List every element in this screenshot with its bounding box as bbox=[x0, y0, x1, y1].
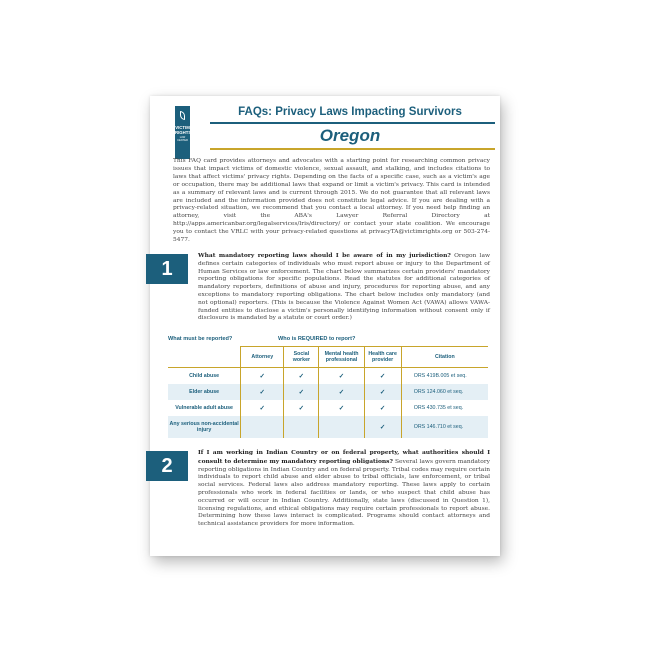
vrlc-logo bbox=[175, 106, 190, 159]
check-icon: ✓ bbox=[319, 384, 364, 400]
check-icon: ✓ bbox=[241, 400, 284, 416]
table-header-row bbox=[168, 347, 488, 368]
check-icon: ✓ bbox=[364, 384, 401, 400]
check-icon: ✓ bbox=[284, 384, 319, 400]
question-1-text bbox=[198, 252, 490, 323]
leaf-icon bbox=[180, 111, 185, 120]
page-title: FAQs: Privacy Laws Impacting Survivors bbox=[238, 106, 462, 118]
check-icon: ✓ bbox=[319, 400, 364, 416]
check-icon: ✓ bbox=[364, 400, 401, 416]
check-icon: ✓ bbox=[319, 368, 364, 385]
row-citation: ORS 124.060 et seq. bbox=[401, 384, 488, 400]
col-health-care: Health care provider bbox=[364, 347, 401, 368]
question-1-answer: Oregon law defines certain categories of individuals who must report abuse or injury to the Department of Human Services or law enforcement. The chart below summarizes certain providers' mandatory reporting obligations for specific populations. Read the statutes for additional categories of mandatory reporters, definitions of abuse and injury, procedures for reporting abuse, and any exceptions to mandatory reporting obligations. The chart below includes only mandatory (and not optional) reporters. (This is because the Violence Against Women Act (VAWA) allows VAWA-funded entities to disclose a victim's personally identifying information without consent only if disclosure is mandated by a statute or court order.) bbox=[198, 253, 490, 322]
state-title: Oregon bbox=[319, 126, 381, 145]
table-row bbox=[168, 416, 488, 438]
check-icon: ✓ bbox=[364, 416, 401, 438]
question-2-text bbox=[198, 449, 490, 529]
empty-cell bbox=[284, 416, 319, 438]
empty-cell bbox=[319, 416, 364, 438]
table-row bbox=[168, 400, 488, 416]
faq-card-page bbox=[150, 96, 500, 556]
mandatory-reporting-table bbox=[168, 346, 488, 438]
check-icon: ✓ bbox=[364, 368, 401, 385]
state-rule bbox=[210, 148, 495, 150]
table-header-blank bbox=[168, 347, 241, 368]
check-icon: ✓ bbox=[284, 400, 319, 416]
table-row bbox=[168, 368, 488, 385]
question-2-answer: Several laws govern mandatory reporting obligations in Indian Country and on federal property. Tribal codes may require certain individuals to report child abuse and elder abuse to tribal officials, law enforcement, or tribal social services. Federal laws also address mandatory reporting. These laws apply to certain professionals who work in federal facilities or lands, or who suspect that child abuse has occurred or will occur in Indian Country. Additionally, state laws (discussed in Question 1), licensing regulations, and ethical obligations may require certain professionals to report abuse. Determining how these laws interact is complicated. Programs should contact attorneys and technical assistance providers for more information. bbox=[198, 458, 490, 528]
check-icon: ✓ bbox=[284, 368, 319, 385]
row-citation: ORS 146.710 et seq. bbox=[401, 416, 488, 438]
row-label: Any serious non-accidental injury bbox=[168, 416, 241, 438]
table-label-required: Who is REQUIRED to report? bbox=[278, 336, 356, 342]
row-citation: ORS 430.735 et seq. bbox=[401, 400, 488, 416]
row-label: Vulnerable adult abuse bbox=[175, 405, 233, 411]
logo-line1: VICTIM bbox=[175, 125, 190, 130]
col-social-worker: Social worker bbox=[284, 347, 319, 368]
check-icon: ✓ bbox=[241, 384, 284, 400]
col-citation: Citation bbox=[401, 347, 488, 368]
question-1-number: 1 bbox=[146, 254, 188, 284]
title-rule bbox=[210, 122, 495, 124]
empty-cell bbox=[241, 416, 284, 438]
intro-paragraph: This FAQ card provides attorneys and advocates with a starting point for researching common privacy issues that impact victims of domestic violence, sexual assault, and stalking, and includes citations to laws that affect victims' privacy rights. Depending on the facts of a specific case, such as a victim's age or occupation, there may be additional laws that expand or limit a victim's privacy. This card is intended as a summary of relevant laws and is current through 2015. We do not guarantee that all relevant laws are included and the information provided does not constitute legal advice. If you are dealing with a privacy-related situation, we recommend that you contact a local attorney. If you need help finding an attorney, visit the ABA's Lawyer Referral Directory at http://apps.americanbar.org/legalservices/lris/directory/ or contact your state coalition. We encourage you to contact the VRLC with your privacy-related questions at privacyTA@victimrights.org or 503-274-5477. bbox=[173, 158, 490, 244]
logo-line3: LAW CENTER bbox=[177, 136, 188, 143]
question-2-number: 2 bbox=[146, 451, 188, 481]
row-citation: ORS 419B.005 et seq. bbox=[401, 368, 488, 385]
col-attorney: Attorney bbox=[241, 347, 284, 368]
check-icon: ✓ bbox=[241, 368, 284, 385]
table-label-reported: What must be reported? bbox=[168, 336, 233, 342]
question-2-heading: If I am working in Indian Country or on federal property, what authorities should I consult to determine my mandatory reporting obligations? bbox=[198, 449, 490, 465]
row-label: Elder abuse bbox=[168, 384, 241, 400]
logo-line2: RIGHTS bbox=[175, 129, 192, 135]
col-mental-health: Mental health professional bbox=[319, 347, 364, 368]
row-label: Child abuse bbox=[189, 373, 220, 379]
question-1-heading: What mandatory reporting laws should I be aware of in my jurisdiction? bbox=[198, 252, 451, 259]
table-row bbox=[168, 384, 488, 400]
